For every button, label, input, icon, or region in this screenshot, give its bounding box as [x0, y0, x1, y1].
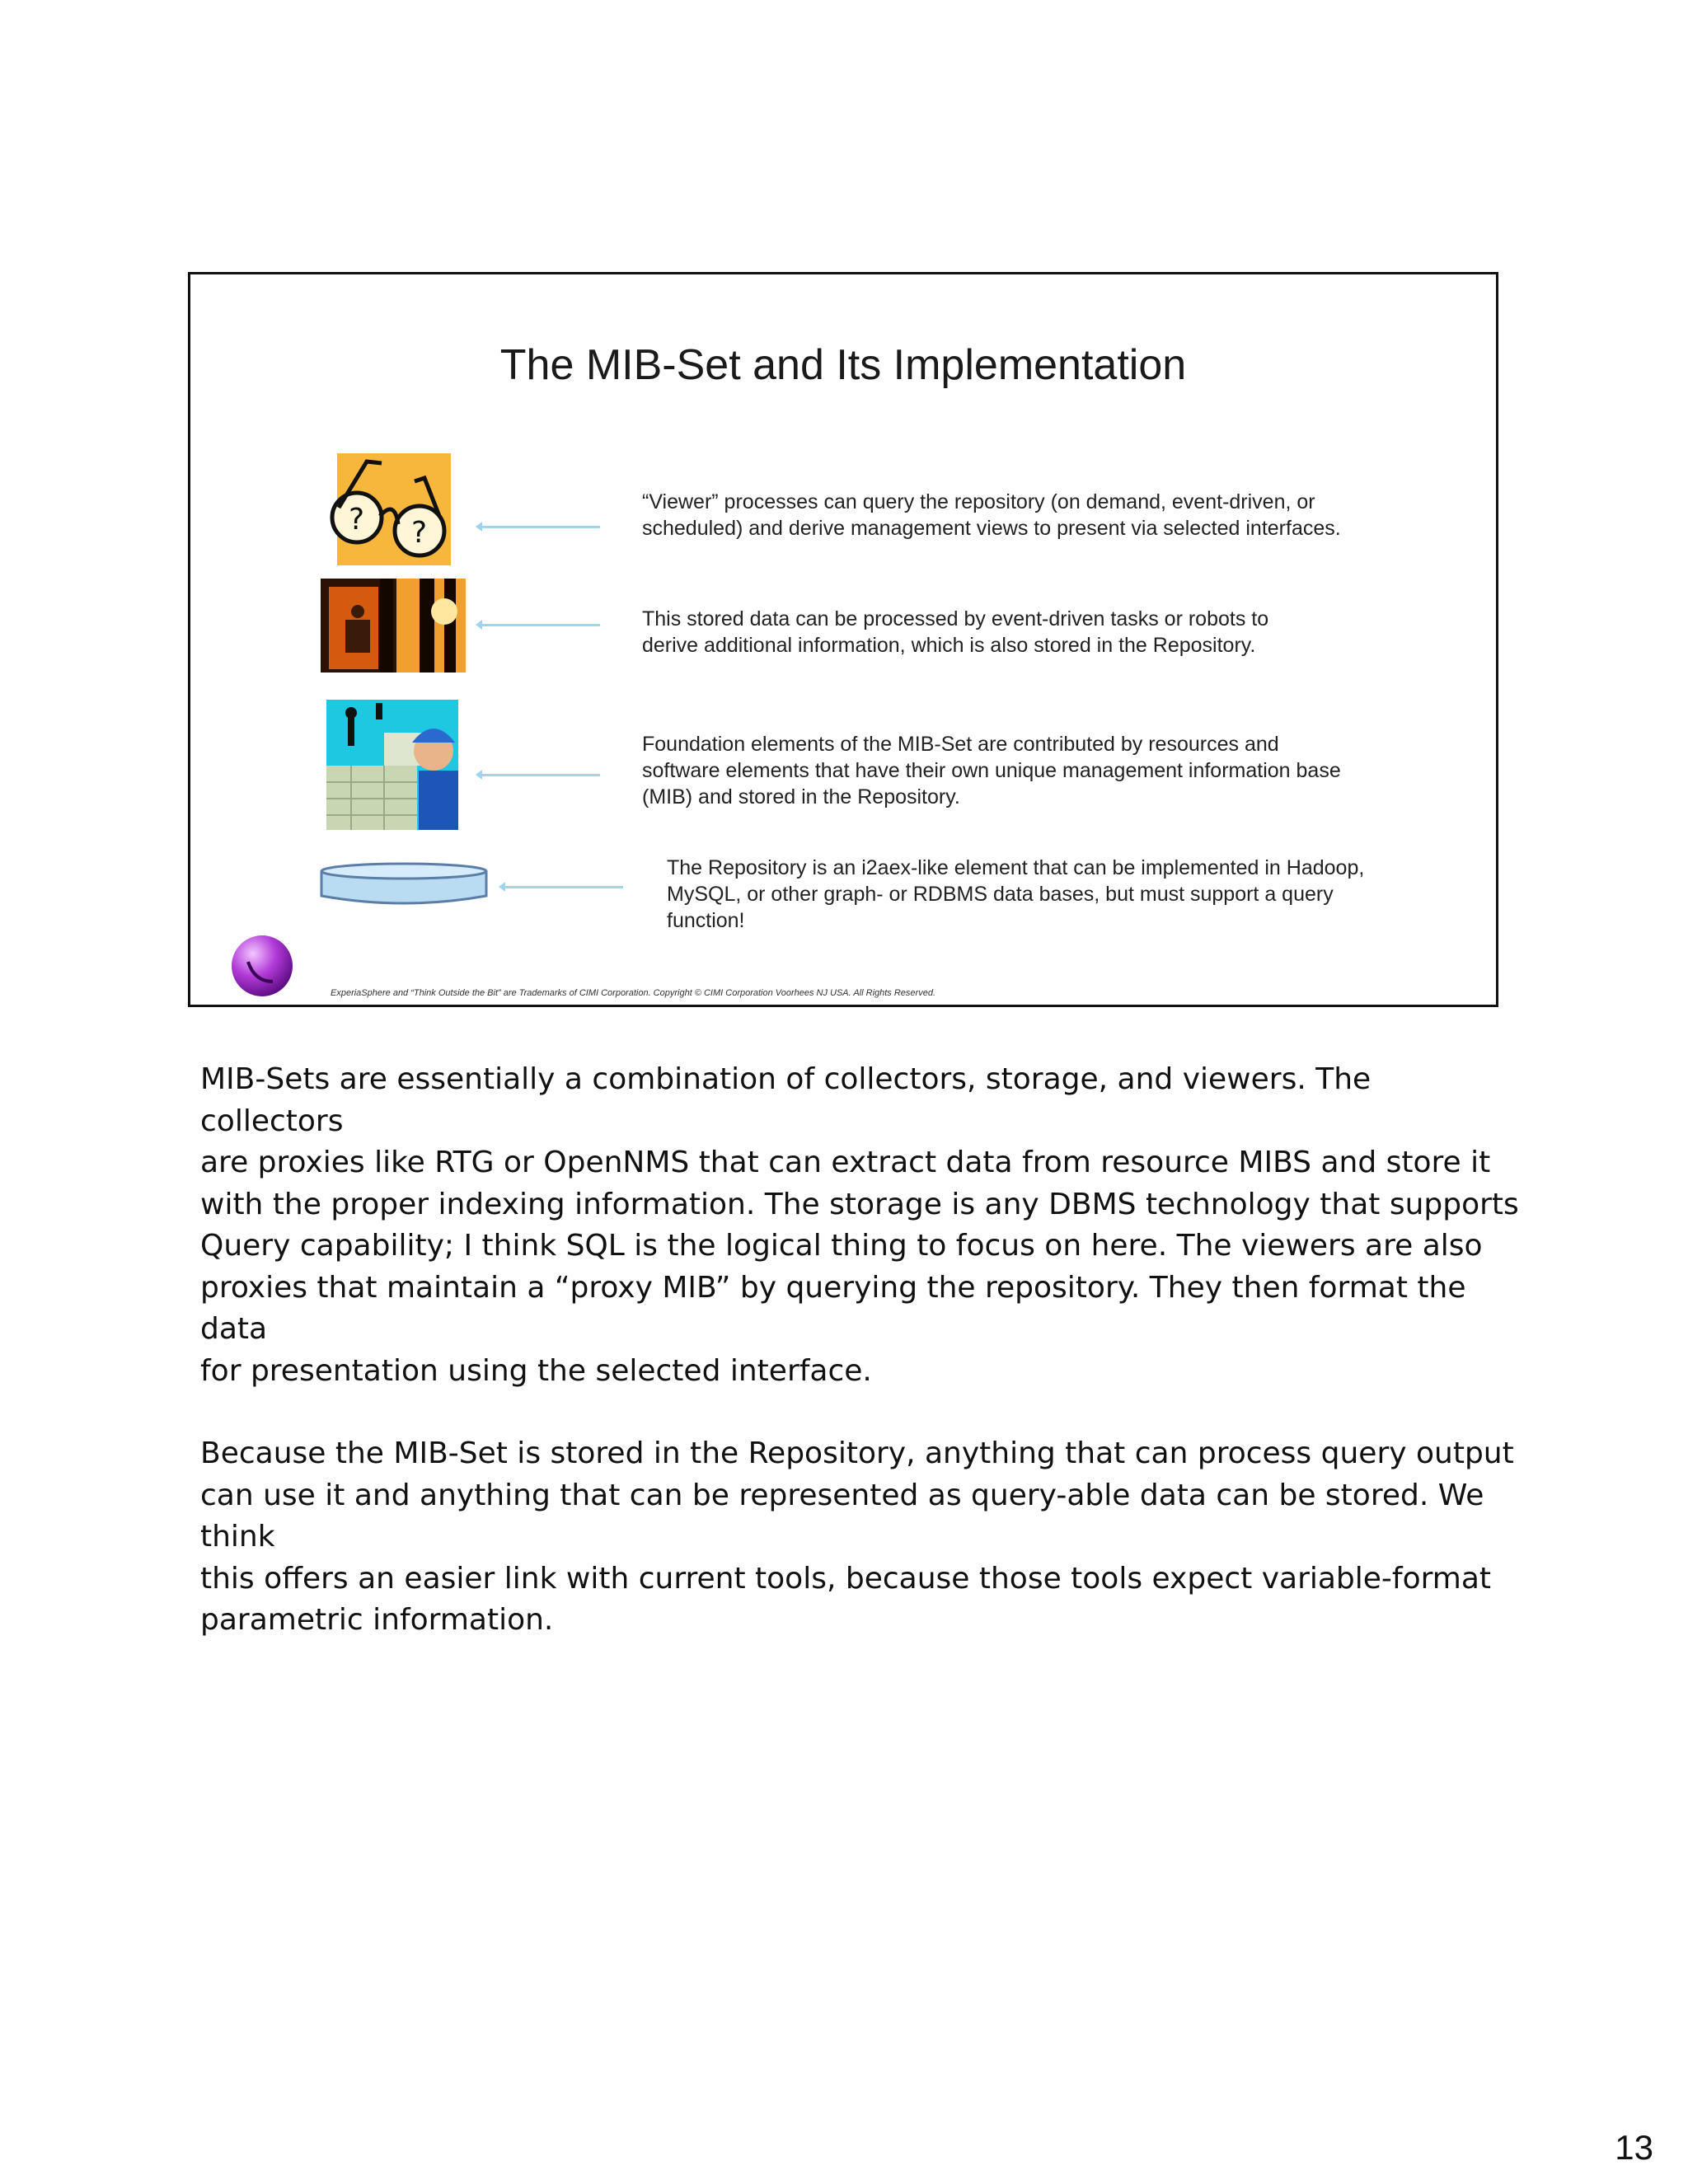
notes-paragraph: Because the MIB-Set is stored in the Repository, anything that can process query output can use it and anything that can be represented as query-able data can be stored. We think this offers an easier link with current tools, because those tools expect variable-format parametric information. [200, 1436, 1514, 1637]
builder-icon [326, 700, 458, 830]
slide-title: The MIB-Set and Its Implementation [499, 341, 1187, 389]
arrow-line [481, 624, 600, 626]
arrow-line [481, 526, 600, 528]
svg-text:?: ? [349, 503, 365, 537]
robot-workers-icon [321, 579, 466, 673]
notes-paragraph: MIB-Sets are essentially a combination of collectors, storage, and viewers. The collectors are proxies like RTG or OpenNMS that can extract data from resource MIBS and store it with the proper indexing information. The storage is any DBMS technology that supports Query capability; I think SQL is the logical thing to focus on here. The viewers are also proxies that maintain a “proxy MIB” by querying the repository. They then format the data for presentation using the selected interface. [200, 1062, 1519, 1388]
arrow-line [481, 774, 600, 776]
speaker-notes [200, 1059, 1519, 1683]
foundation-description: Foundation elements of the MIB-Set are contributed by resources and software elements that have their own unique management information base (MIB) and stored in the Repository. [642, 733, 1341, 808]
slide-frame [188, 272, 1498, 1007]
slide-footer-copyright: ExperiaSphere and “Think Outside the Bit” are Trademarks of CIMI Corporation. Copyright © CIMI Corporation Voorhees NJ USA. All Rights Reserved. [331, 988, 935, 998]
arrow-line [504, 886, 623, 888]
repository-disk-icon [319, 861, 489, 907]
purple-sphere-logo-icon [230, 934, 294, 998]
repository-description: The Repository is an i2aex-like element that can be implemented in Hadoop, MySQL, or other graph- or RDBMS data bases, but must support a query function! [667, 856, 1365, 932]
page-number: 13 [1615, 2128, 1653, 2167]
viewer-description: “Viewer” processes can query the repository (on demand, event-driven, or scheduled) and derive management views to present via selected interfaces. [642, 490, 1341, 540]
glasses-icon [324, 453, 456, 565]
svg-text:?: ? [411, 516, 428, 550]
robot-description: This stored data can be processed by event-driven tasks or robots to derive additional information, which is also stored in the Repository. [642, 607, 1269, 657]
